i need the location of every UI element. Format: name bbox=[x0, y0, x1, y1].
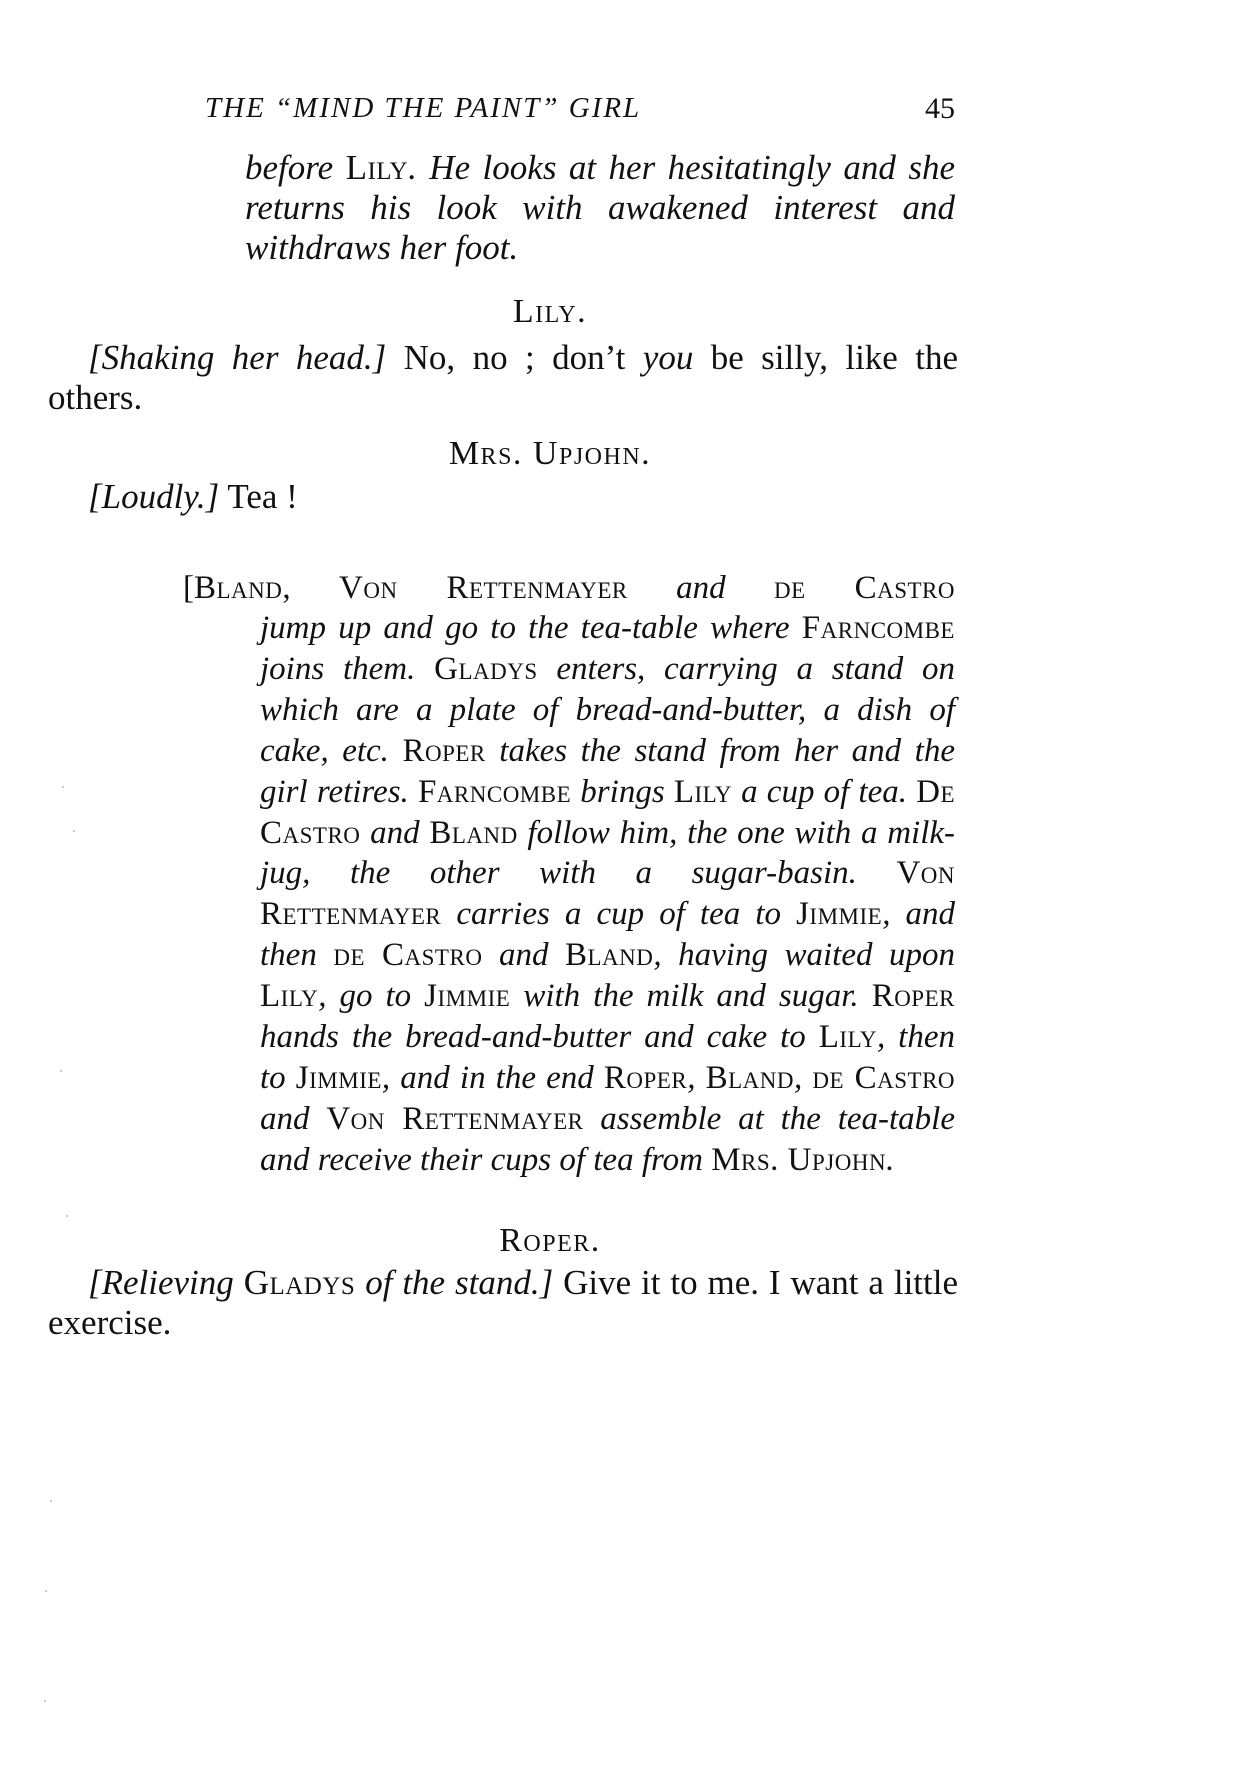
character-name-lily: Lily bbox=[345, 148, 409, 187]
speech-mrs-upjohn bbox=[48, 477, 958, 517]
character-name: Roper bbox=[603, 1059, 688, 1096]
stage-direction-text: and bbox=[482, 937, 565, 974]
stage-direction-tea bbox=[260, 608, 955, 1181]
character-name: Farncombe bbox=[801, 610, 955, 646]
stage-direction-text: a cup of tea. bbox=[732, 773, 917, 810]
stage-direction-text: follow him, the one with a milk-jug, the other with a sugar-basin. bbox=[260, 814, 955, 892]
character-name: Farncombe bbox=[417, 773, 572, 810]
character-name: Jimmie bbox=[295, 1059, 382, 1096]
character-name: de Castro bbox=[333, 937, 483, 974]
running-head-title: THE “MIND THE PAINT” GIRL bbox=[205, 92, 642, 124]
character-name: Bland bbox=[429, 814, 518, 851]
stage-direction-text: , and then bbox=[260, 896, 956, 974]
paper-speck bbox=[44, 1700, 46, 1702]
stage-direction-text: . bbox=[886, 1141, 895, 1178]
paper-speck bbox=[66, 1215, 68, 1217]
character-name: Von Rettenmayer bbox=[339, 570, 628, 606]
bracket-open: [ bbox=[183, 570, 194, 606]
stage-direction-text: jump up and go to the tea-table where bbox=[260, 610, 802, 646]
page-number: 45 bbox=[925, 92, 955, 125]
stage-direction-text: , then to bbox=[260, 1019, 955, 1096]
stage-direction-text: assemble at the tea-table and receive their cups of tea from bbox=[260, 1100, 955, 1178]
character-name: Von Rettenmayer bbox=[260, 855, 955, 933]
stage-direction-text: , and in the end bbox=[381, 1059, 604, 1096]
character-name: Lily bbox=[260, 978, 319, 1015]
speaker-heading-mrs-upjohn: Mrs. Upjohn. bbox=[448, 435, 652, 472]
stage-direction-text: , having waited upon bbox=[653, 937, 955, 974]
character-name-gladys: Gladys bbox=[243, 1263, 356, 1302]
stage-direction-before: before bbox=[245, 148, 334, 187]
paper-speck bbox=[45, 1590, 47, 1592]
character-name: de Castro bbox=[812, 1059, 956, 1096]
character-name: Von Rettenmayer bbox=[326, 1100, 584, 1137]
stage-direction-text: and bbox=[260, 1100, 327, 1137]
speaker-heading-roper: Roper. bbox=[499, 1222, 601, 1259]
stage-direction-text: , go to bbox=[318, 978, 425, 1015]
stage-direction-text: brings bbox=[571, 773, 674, 810]
stage-direction-text: hands the bread-and-butter and cake to bbox=[260, 1019, 819, 1056]
character-name: Lily bbox=[673, 773, 732, 810]
speech-emphasis: you bbox=[642, 338, 694, 377]
stage-direction-inline: of the stand.] bbox=[355, 1263, 554, 1302]
stage-direction-inline: [Shaking her head.] bbox=[88, 338, 387, 377]
character-name: Roper bbox=[402, 732, 486, 769]
stage-direction-text: , bbox=[687, 1059, 706, 1096]
stage-direction-inline: [Relieving bbox=[88, 1263, 244, 1302]
character-name: Bland bbox=[705, 1059, 794, 1096]
stage-direction-inline: [Loudly.] bbox=[88, 477, 220, 516]
stage-direction-text: carries a cup of tea to bbox=[441, 896, 797, 933]
stage-direction-text: , bbox=[793, 1059, 813, 1096]
character-name: Bland bbox=[194, 570, 283, 606]
stage-direction-text: . He looks at her hesitatingly and she returns his look with awakened interest and withdraws her foot. bbox=[245, 148, 955, 267]
paper-speck bbox=[73, 830, 75, 832]
paper-speck bbox=[50, 1500, 52, 1502]
character-name: De Castro bbox=[260, 773, 956, 851]
stage-direction-tea-first-line: [Bland, Von Rettenmayer and de Castro bbox=[183, 570, 955, 606]
paper-speck bbox=[60, 1070, 62, 1072]
speech-text: be silly, like the others. bbox=[48, 338, 958, 417]
stage-direction-text: takes the stand from her and the girl retires. bbox=[260, 732, 955, 810]
speech-lily bbox=[48, 338, 958, 418]
character-name: Jimmie bbox=[424, 978, 511, 1015]
stage-direction-text: enters, carrying a stand on which are a plate of bread-and-butter, a dish of cake, etc. bbox=[260, 650, 955, 769]
character-name: de Castro bbox=[774, 570, 955, 606]
speech-text: No, no ; don’t bbox=[386, 338, 643, 377]
character-name: Roper bbox=[871, 978, 955, 1015]
speech-text: Give it to me. I want a little exercise. bbox=[48, 1263, 959, 1342]
speech-roper bbox=[48, 1263, 958, 1343]
stage-direction-text: joins them. bbox=[260, 650, 435, 687]
stage-direction-continued bbox=[245, 148, 955, 268]
stage-direction-text: and bbox=[360, 814, 430, 851]
paper-speck bbox=[62, 786, 64, 788]
character-name: Bland bbox=[564, 937, 654, 974]
speech-text: Tea ! bbox=[219, 477, 298, 516]
stage-direction-text: with the milk and sugar. bbox=[510, 978, 872, 1015]
character-name: Gladys bbox=[434, 650, 538, 687]
speaker-heading-lily: Lily. bbox=[512, 293, 588, 330]
character-name: Jimmie bbox=[796, 896, 883, 933]
running-head bbox=[205, 92, 955, 125]
character-name: Lily bbox=[818, 1019, 877, 1056]
character-name: Mrs. Upjohn bbox=[711, 1141, 887, 1178]
